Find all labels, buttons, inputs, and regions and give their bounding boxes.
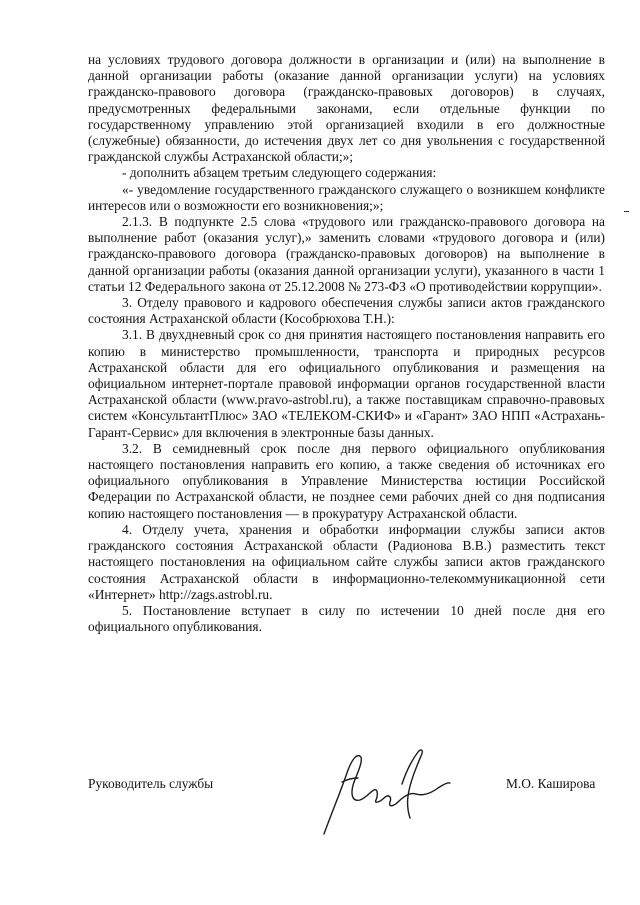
paragraph-3-1: 3.1. В двухдневный срок со дня принятия настоящего постановления направить его копию в министерство промышленности, транспорта и природных ресурсов Астраханской области для его официального опубликования и размещения на официальном интернет-портале правовой информации органов государственной власти Астраханской области (www.pravo-astrobl.ru), а также поставщикам справочно-правовых систем «КонсультантПлюс» ЗАО «ТЕЛЕКОМ-СКИФ» и «Гарант» ЗАО НПП «Астрахань-Гарант-Сервис» для включения в электронные базы данных. bbox=[88, 327, 605, 440]
document-body bbox=[88, 52, 605, 635]
paragraph-amendment-text: «- уведомление государственного гражданского служащего о возникшем конфликте интересов или о возможности его возникновения;»; bbox=[88, 181, 605, 213]
paragraph-3: 3. Отделу правового и кадрового обеспечения службы записи актов гражданского состояния Астраханской области (Кособрюхова Т.Н.): bbox=[88, 295, 605, 327]
paragraph-5: 5. Постановление вступает в силу по истечении 10 дней после дня его официального опубликования. bbox=[88, 602, 605, 635]
paragraph-amendment-intro: - дополнить абзацем третьим следующего содержания: bbox=[122, 165, 437, 181]
margin-mark bbox=[624, 211, 629, 212]
paragraph-continuation: на условиях трудового договора должности в организации и (или) на выполнение в данной организации работы (оказание данной организации услуги) на условиях гражданско-правового договора (гражданско-правовых договоров) в случаях, предусмотренных федеральными законами, если отдельные функции по государственному управлению этой организацией входили в его должностные (служебные) обязанности, до истечения двух лет со дня увольнения с государственной гражданской службы Астраханской области;»; bbox=[88, 52, 605, 165]
handwritten-signature bbox=[318, 742, 453, 838]
paragraph-2-1-3: 2.1.3. В подпункте 2.5 слова «трудового или гражданско-правового договора на выполнение работ (оказания услуг),» заменить словами «трудового договора и (или) гражданско-правового договора (гражданско-правовых договоров) на выполнение в данной организации работы (оказания данной организации услуги), указанного в части 1 статьи 12 Федерального закона от 25.12.2008 № 273-ФЗ «О противодействии коррупции». bbox=[88, 214, 605, 294]
paragraph-3-2: 3.2. В семидневный срок после дня первого официального опубликования настоящего постановления направить его копию, а также сведения об источниках его официального опубликования в Управление Министерства юстиции Российской Федерации по Астраханской области, не позднее семи рабочих дней со дня подписания копию настоящего постановления — в прокуратуру Астраханской области. bbox=[88, 440, 605, 521]
signatory-title: Руководитель службы bbox=[88, 776, 214, 791]
signatory-name: М.О. Каширова bbox=[506, 776, 596, 791]
paragraph-4: 4. Отделу учета, хранения и обработки информации службы записи актов гражданского состояния Астраханской области (Радионова В.В.) разместить текст настоящего постановления на официальном сайте службы записи актов гражданского состояния Астраханской области в информационно-телекоммуникационной сети «Интернет» http://zags.astrobl.ru. bbox=[88, 521, 605, 602]
